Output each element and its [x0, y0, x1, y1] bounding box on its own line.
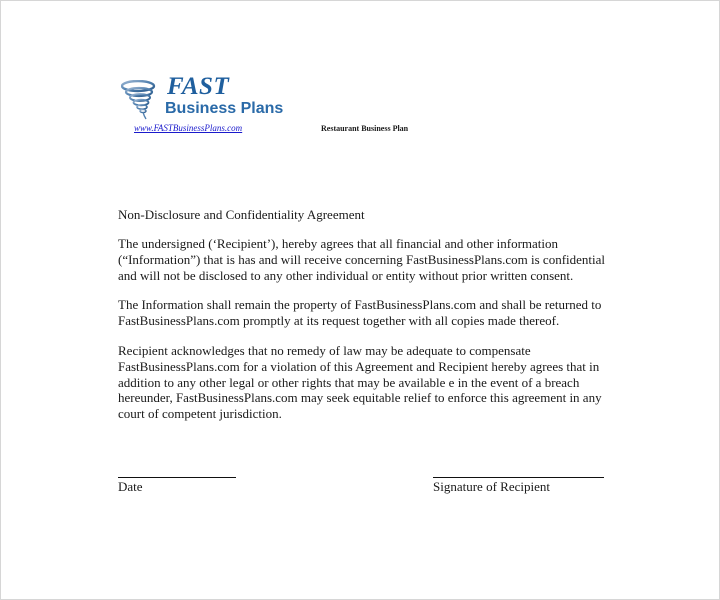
paragraph-line: court of competent jurisdiction. [118, 406, 282, 422]
paragraph-remedy [118, 343, 602, 422]
recipient-signature-line [433, 477, 604, 478]
recipient-signature-label: Signature of Recipient [433, 479, 550, 494]
paragraph-line: FastBusinessPlans.com for a violation of this Agreement and Recipient hereby agrees that in [118, 358, 600, 374]
document-header-title: Restaurant Business Plan [321, 124, 409, 133]
paragraph-line: Recipient acknowledges that no remedy of law may be adequate to compensate [118, 343, 531, 358]
paragraph-property [118, 297, 601, 329]
logo-text-fast: FAST [167, 73, 230, 100]
date-label: Date [118, 479, 143, 494]
logo-text-business-plans: Business Plans [165, 100, 284, 117]
tornado-icon [121, 80, 159, 120]
paragraph-line: FastBusinessPlans.com promptly at its request together with all copies made thereof. [118, 312, 560, 328]
paragraph-line: addition to any other legal or other rights that may be available e in the event of a breach [118, 374, 580, 390]
paragraph-line: hereunder, FastBusinessPlans.com may seek equitable relief to enforce this agreement in any [118, 390, 602, 406]
paragraph-line: and will not be disclosed to any other individual or entity without prior written consent. [118, 267, 574, 283]
paragraph-line: The Information shall remain the property of FastBusinessPlans.com and shall be returned to [118, 297, 602, 312]
date-signature-line [118, 477, 236, 478]
website-link[interactable]: www.FASTBusinessPlans.com [134, 123, 243, 133]
company-logo [119, 73, 289, 121]
paragraph-confidentiality [118, 236, 605, 283]
agreement-heading: Non-Disclosure and Confidentiality Agreement [118, 207, 365, 222]
paragraph-line: (“Information”) that is has and will receive concerning FastBusinessPlans.com is confidential [118, 251, 606, 267]
paragraph-line: The undersigned (‘Recipient’), hereby agrees that all financial and other information [118, 236, 559, 251]
